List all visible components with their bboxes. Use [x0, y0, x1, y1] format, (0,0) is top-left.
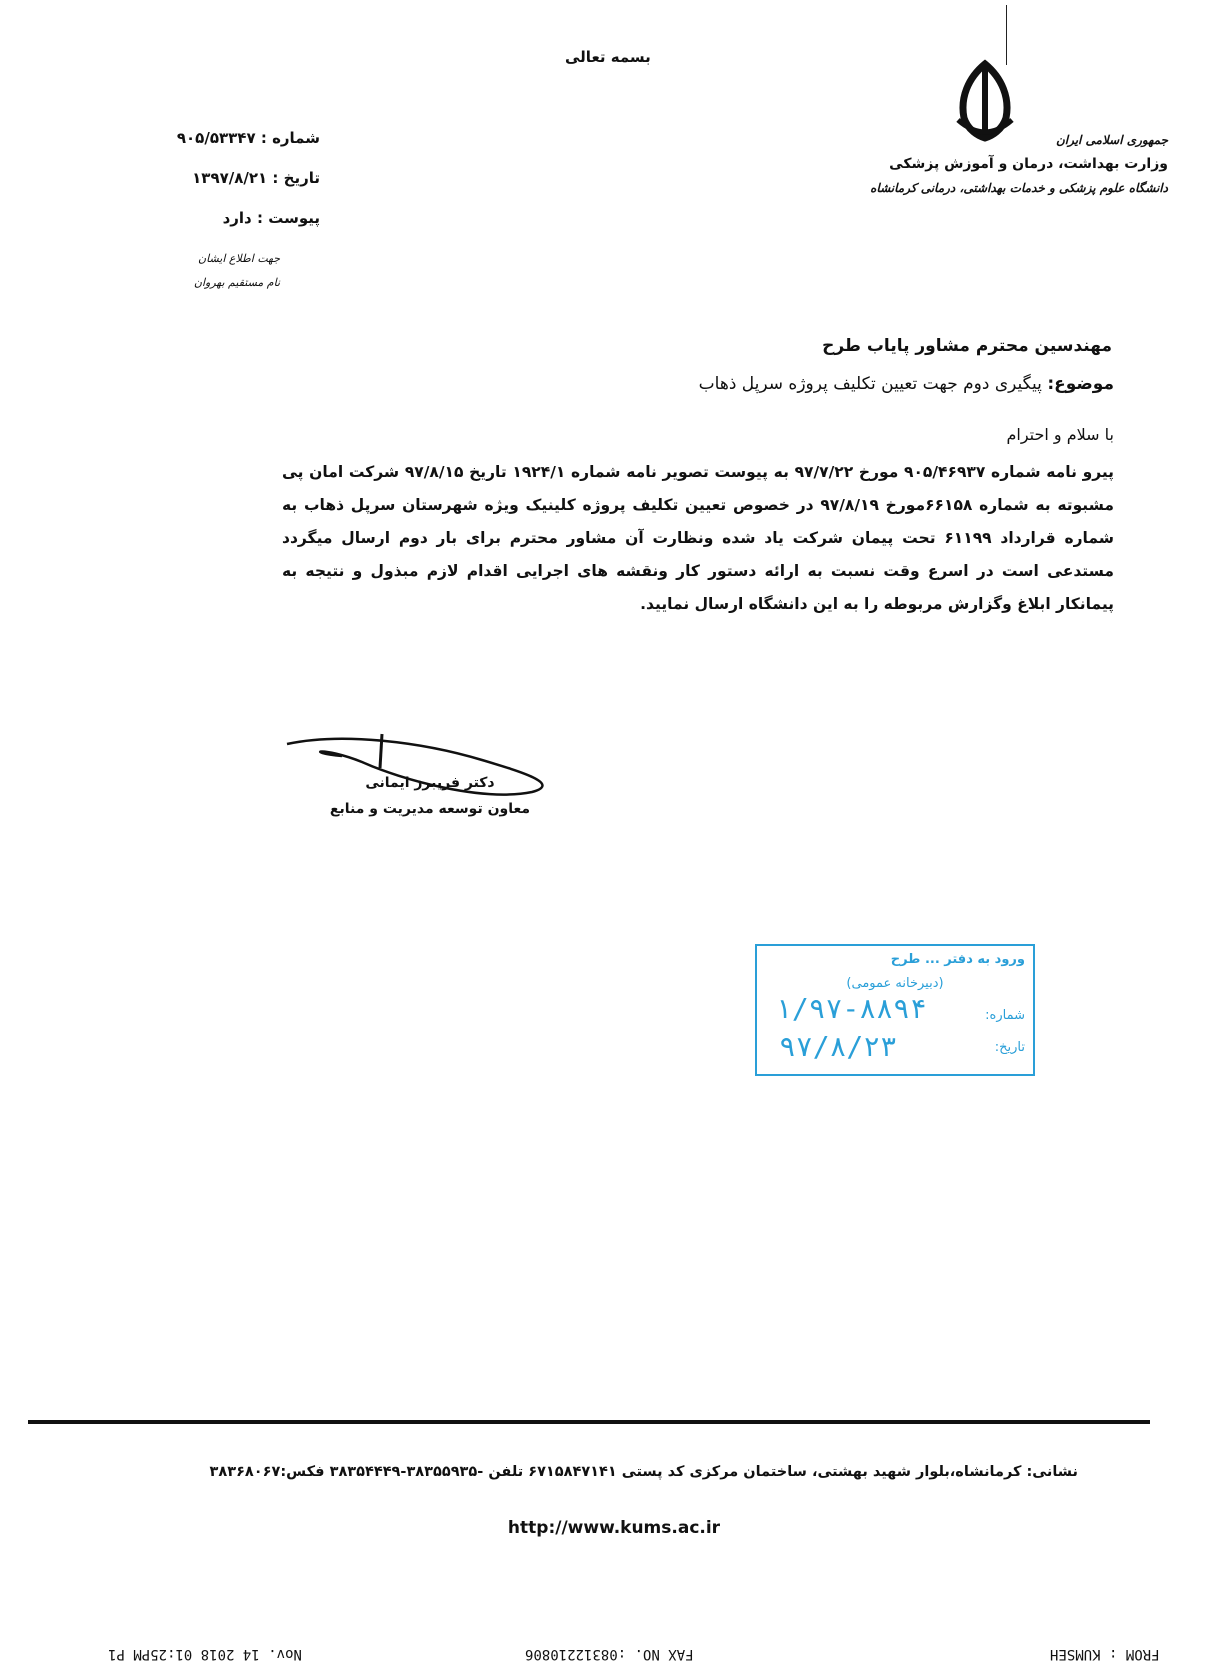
signer-title: معاون توسعه مدیریت و منابع	[329, 801, 531, 817]
letter-number-label: شماره :	[260, 129, 320, 147]
recipient: مهندسین محترم مشاور پایاب طرح	[822, 336, 1112, 356]
letter-number-value: ۹۰۵/۵۳۳۴۷	[176, 129, 256, 147]
fax-number: FAX NO. :08312210806	[525, 1646, 694, 1662]
university-name: دانشگاه علوم پزشکی و خدمات بهداشتی، درمانی کرمانشاه	[870, 181, 1168, 195]
stamp-title: ورود به دفتر ... طرح	[890, 952, 1025, 967]
ministry-name: وزارت بهداشت، درمان و آموزش پزشکی	[889, 156, 1168, 172]
stamp-number-value: ۱/۹۷-۸۸۹۴	[775, 992, 927, 1025]
stamp-office: (دبیرخانه عمومی)	[846, 976, 944, 991]
footer-website-link[interactable]: http://www.kums.ac.ir	[507, 1518, 721, 1538]
letter-meta	[150, 118, 320, 238]
attachment-row	[150, 198, 320, 238]
stamp-number-label: شماره:	[985, 1008, 1025, 1023]
stamp-date-label: تاریخ:	[994, 1040, 1025, 1055]
letter-body: پیرو نامه شماره ۹۰۵/۴۶۹۳۷ مورخ ۹۷/۷/۲۲ به پیوست تصویر نامه شماره ۱۹۲۴/۱ تاریخ ۹۷/۸/۱۵ شرکت امان پی مشبوته به شماره ۶۶۱۵۸مورخ ۹۷/۸/۱۹ در خصوص تعیین تکلیف پروژه کلینیک ویژه شهرستان سرپل ذهاب به شماره قرارداد ۶۱۱۹۹ تحت پیمان شرکت یاد شده ونظارت آن مشاور محترم برای بار دوم ارسال میگردد مستدعی است در اسرع وقت نسبت به ارائه دستور کار ونقشه های اجرایی اقدام لازم مبذول و نتیجه به پیمانکار ابلاغ وگزارش مربوطه را به این دانشگاه ارسال نمایید.	[282, 463, 1114, 613]
footer-address: نشانی: کرمانشاه،بلوار شهید بهشتی، ساختمان مرکزی کد پستی ۶۷۱۵۸۴۷۱۴۱ تلفن -۳۸۳۵۵۹۳۵-۳۸۳۵۴۴۴۹ فکس:۳۸۳۶۸۰۶۷	[209, 1464, 1078, 1480]
ministry-header	[708, 128, 1168, 200]
margin-mark	[1006, 5, 1007, 65]
signer-name: دکتر فریبرز ایمانی	[365, 775, 495, 791]
stamp-date-value: ۹۷/۸/۲۳	[779, 1030, 898, 1063]
registry-stamp	[755, 944, 1035, 1076]
subject-text: پیگیری دوم جهت تعیین تکلیف پروژه سرپل ذهاب	[698, 374, 1042, 394]
attachment-label: پیوست :	[256, 209, 320, 227]
fax-timestamp: Nov. 14 2018 01:25PM P1	[108, 1646, 302, 1662]
country-name: جمهوری اسلامی ایران	[1055, 133, 1168, 147]
bismillah-heading: بسمه تعالی	[565, 48, 651, 66]
handwritten-note	[170, 247, 280, 295]
footer-divider	[28, 1420, 1150, 1424]
letter-date-value: ۱۳۹۷/۸/۲۱	[192, 169, 268, 187]
handwritten-line: نام مستقیم بهروان	[193, 276, 280, 289]
fax-sender: FROM : KUMSEH	[1050, 1646, 1160, 1662]
signer-block	[300, 770, 560, 822]
attachment-value: دارد	[222, 209, 252, 227]
letter-number-row	[150, 118, 320, 158]
subject-label: موضوع:	[1047, 374, 1114, 394]
handwritten-line: جهت اطلاع ایشان	[198, 252, 280, 265]
letter-date-row	[150, 158, 320, 198]
greeting: با سلام و احترام	[1006, 425, 1114, 444]
subject-line	[699, 374, 1114, 394]
letter-date-label: تاریخ :	[272, 169, 320, 187]
